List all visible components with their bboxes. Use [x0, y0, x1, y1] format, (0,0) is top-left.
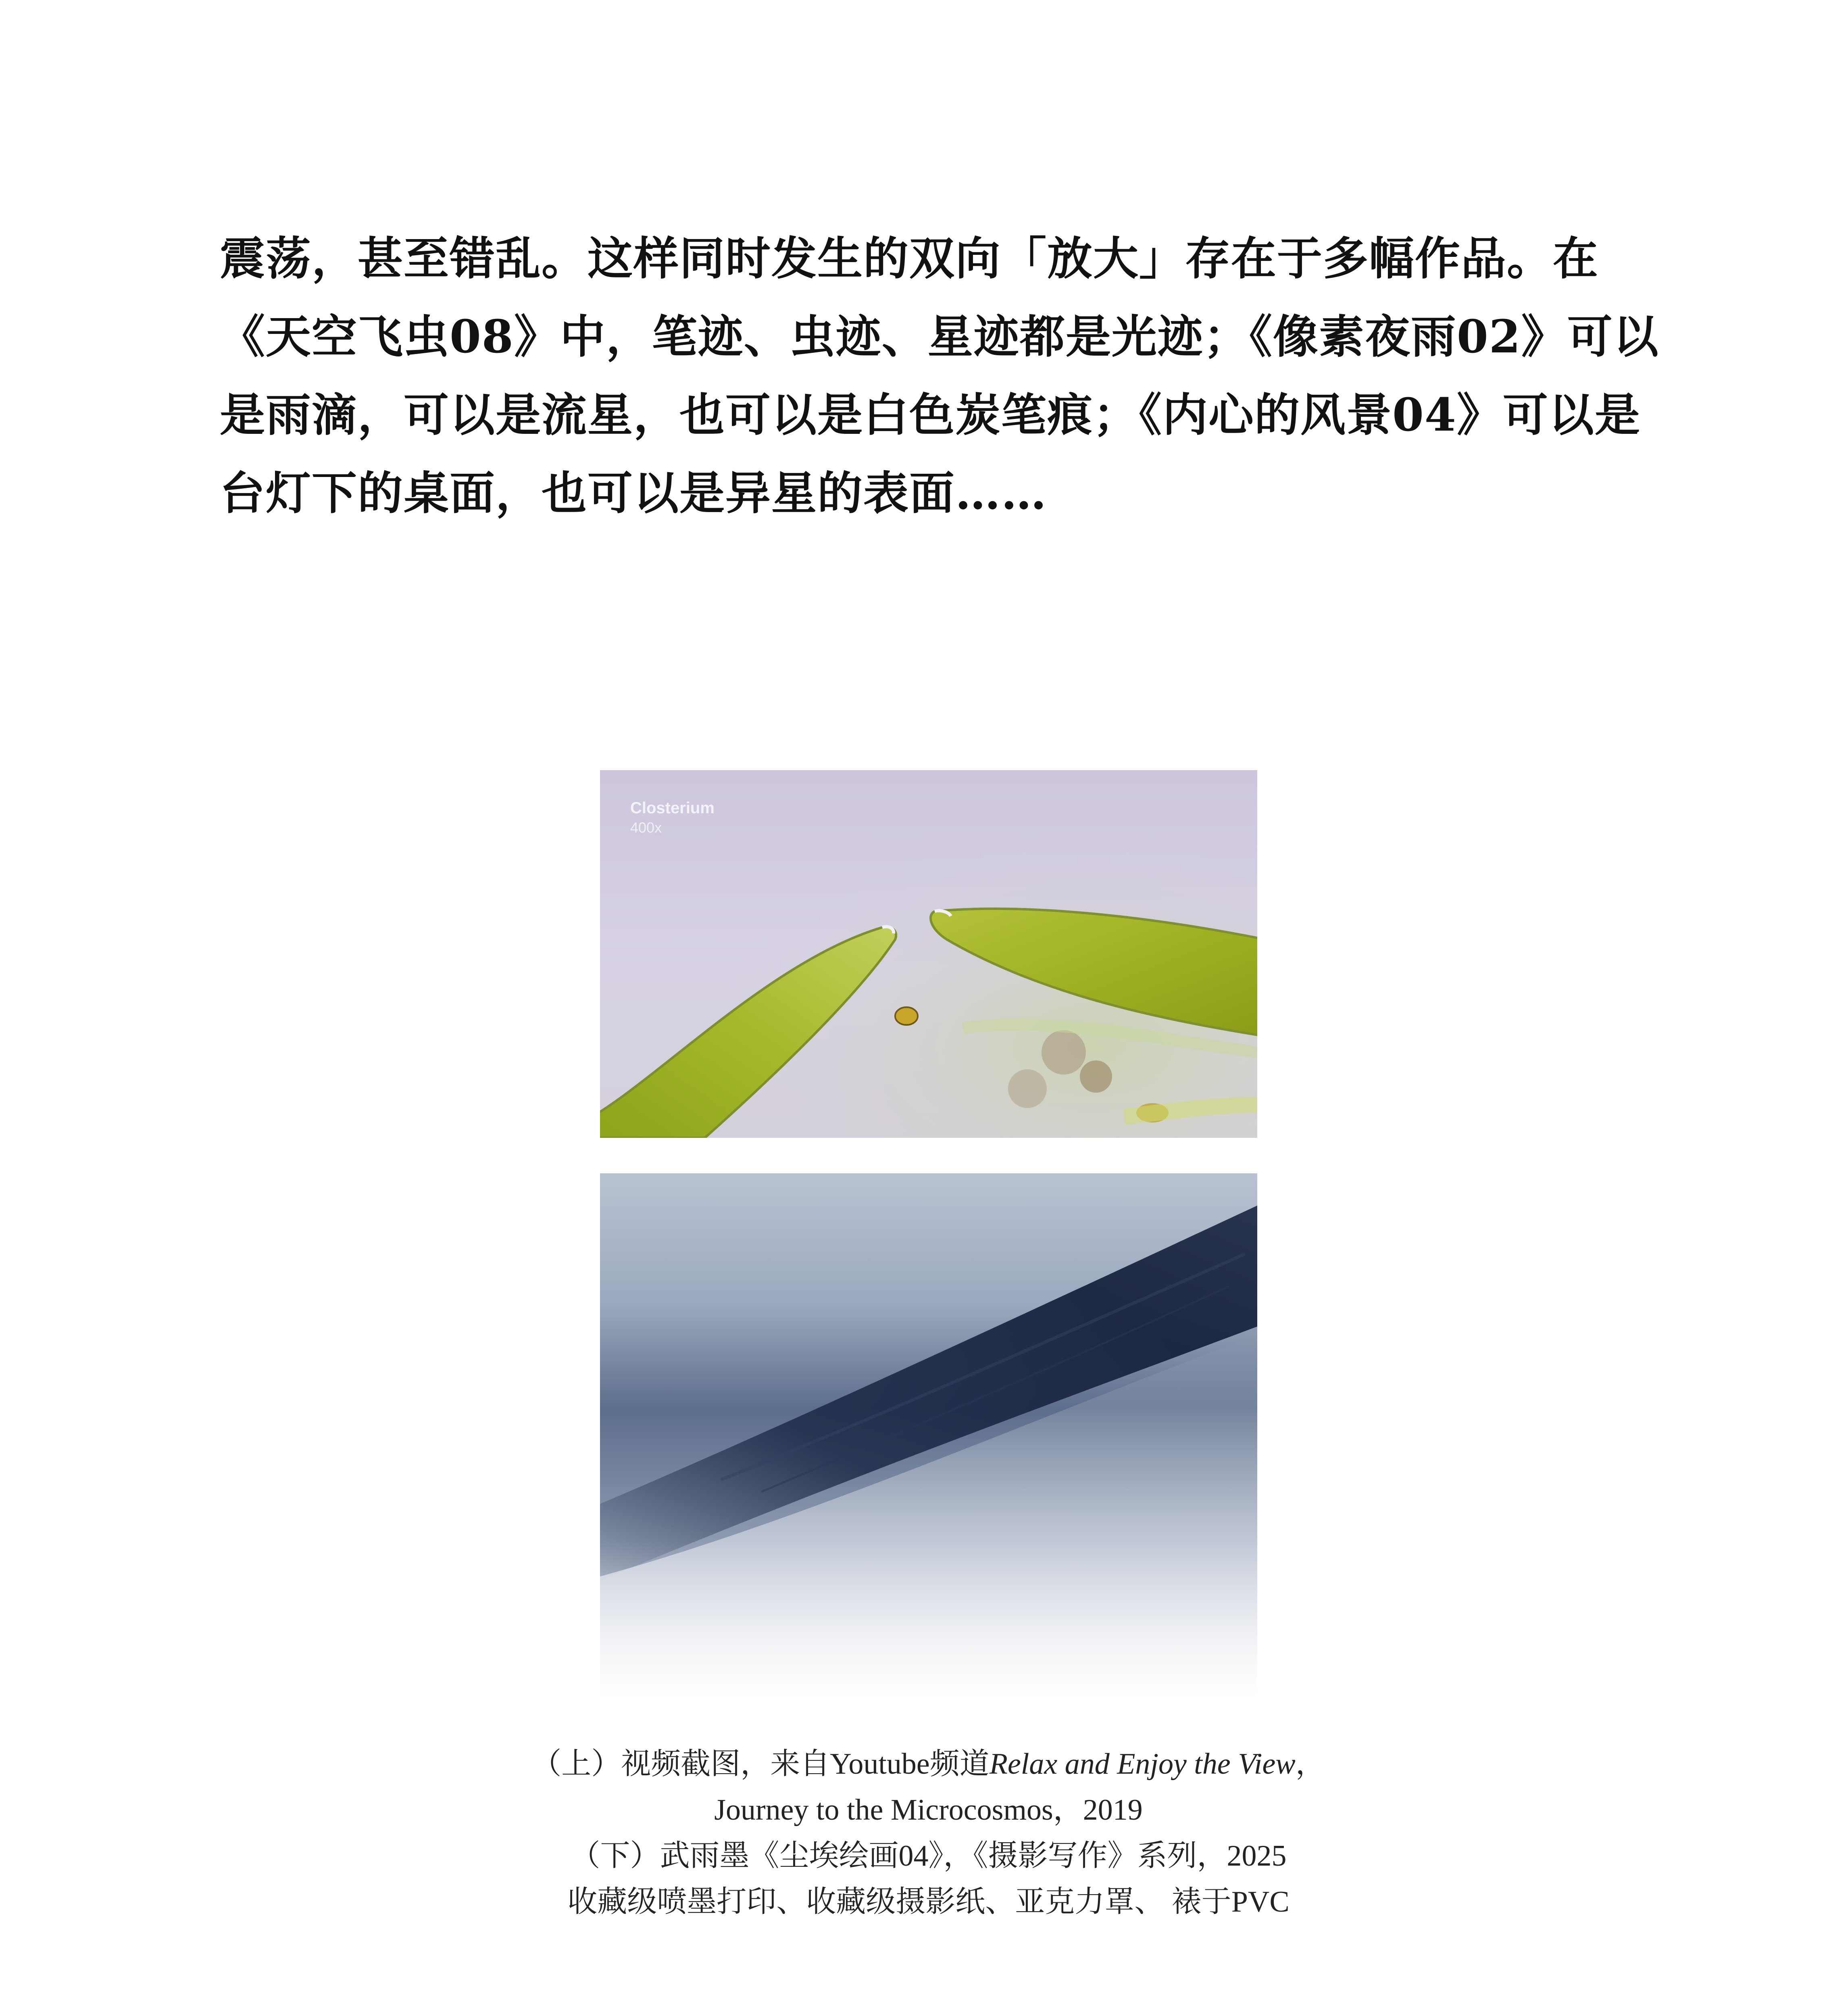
caption-punctuation: ， [1295, 1747, 1325, 1781]
specimen-label: Closterium [630, 799, 715, 817]
figure-caption [403, 1741, 1454, 1925]
paragraph-line: 《天空飞虫08》中，笔迹、虫迹、星迹都是光迹；《像素夜雨02》可以 [220, 310, 1659, 363]
paragraph-zoom-works [220, 220, 1659, 533]
dust-painting-illustration [600, 1173, 1257, 1697]
caption-line: Journey to the Microcosmos，2019 [714, 1793, 1143, 1826]
caption-line: 收藏级喷墨打印、收藏级摄影纸、亚克力罩、 裱于PVC [567, 1885, 1290, 1918]
closterium-video-still [600, 770, 1257, 1138]
dust-painting-photograph [600, 1173, 1257, 1697]
caption-line [403, 1741, 1454, 1787]
closterium-illustration [600, 770, 1257, 1138]
small-organism [895, 1007, 918, 1025]
caption-line: （下）武雨墨《尘埃绘画04》，《摄影写作》系列，2025 [570, 1839, 1287, 1872]
caption-source: （上）视频截图，来自Youtube频道 [531, 1747, 990, 1781]
paragraph-line: 台灯下的桌面，也可以是异星的表面…… [220, 467, 1047, 520]
paragraph-line: 是雨滴，可以是流星，也可以是白色炭笔痕；《内心的风景04》可以是 [220, 389, 1641, 442]
magnification-label: 400x [630, 819, 662, 836]
paragraph-line: 震荡，甚至错乱。这样同时发生的双向「放大」存在于多幅作品。在 [220, 232, 1599, 285]
caption-channel-title: Relax and Enjoy the View [989, 1747, 1296, 1781]
